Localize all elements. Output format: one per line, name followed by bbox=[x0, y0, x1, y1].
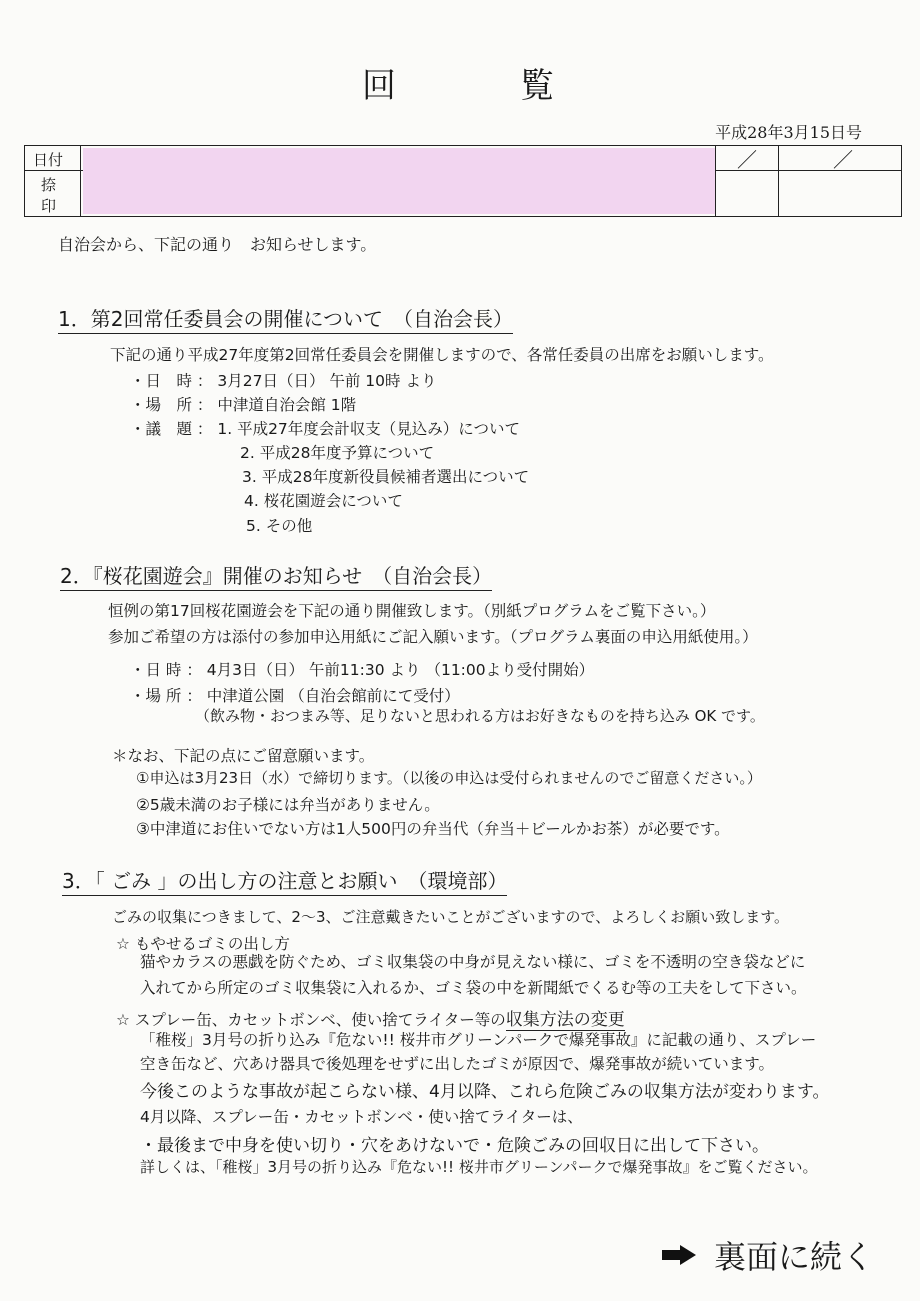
stamp-date-label: 日付 bbox=[33, 151, 64, 169]
agenda-item: 4. 桜花園遊会について bbox=[244, 492, 403, 510]
section2-where: ・場 所 ： 中津道公園 （自治会館前にて受付） bbox=[130, 687, 460, 705]
section2-when: ・日 時 ： 4月3日（日） 午前11:30 より （11:00より受付開始） bbox=[130, 661, 595, 679]
redacted-stamp-cells bbox=[83, 148, 715, 214]
section3-lead: ごみの収集につきまして、2～3、ご注意戴きたいことがございますので、よろしくお願い致します。 bbox=[112, 908, 789, 926]
section2-caution: ＊なお、下記の点にご留意願います。 bbox=[112, 747, 375, 765]
section3-sub2-line: 今後このような事故が起こらない様、4月以降、これら危険ごみの収集方法が変わります。 bbox=[140, 1082, 830, 1102]
issue-date: 平成28年3月15日号 bbox=[715, 123, 862, 142]
stamp-col-divider bbox=[778, 146, 779, 216]
stamp-seal-label-a: 捺 bbox=[41, 176, 57, 194]
agenda-item: 2. 平成28年度予算について bbox=[240, 444, 435, 462]
caution-point: ②5歳未満のお子様には弁当がありません。 bbox=[136, 796, 440, 814]
continue-text: 裏面に続く bbox=[713, 1238, 874, 1276]
section1-lead: 下記の通り平成27年度第2回常任委員会を開催しますので、各常任委員の出席をお願いします。 bbox=[110, 346, 774, 364]
intro-text: 自治会から、下記の通り お知らせします。 bbox=[58, 235, 377, 254]
section3-heading: 3．「 ごみ 」の出し方の注意とお願い （環境部） bbox=[62, 865, 507, 896]
page-title bbox=[0, 58, 920, 107]
section2-heading: 2．『桜花園遊会』開催のお知らせ （自治会長） bbox=[60, 560, 492, 591]
caution-point: ①申込は3月23日（水）で締切ります。（以後の申込は受付られませんのでご留意ください。） bbox=[136, 769, 762, 787]
section3-sub2-line: 詳しくは、「稚桜」3月号の折り込み『危ない!! 桜井市グリーンパークで爆発事故』をご覧ください。 bbox=[140, 1158, 818, 1176]
section3-sub2-title-a: ☆ スプレー缶、カセットボンベ、使い捨てライター等の bbox=[116, 1011, 506, 1029]
section2-lead-1: 恒例の第17回桜花園遊会を下記の通り開催致します。（別紙プログラムをご覧下さい。） bbox=[108, 602, 716, 620]
section1-row-agenda: ・議 題 ： 1. 平成27年度会計収支（見込み）について bbox=[130, 420, 520, 438]
section2-note: （飲み物・おつまみ等、足りないと思われる方はお好きなものを持ち込み OK です。 bbox=[195, 707, 765, 725]
title-char-1: 回 bbox=[362, 66, 400, 106]
agenda-item: 3. 平成28年度新役員候補者選出について bbox=[242, 468, 530, 486]
section1-row-place: ・場 所 ： 中津道自治会館 1階 bbox=[130, 396, 357, 414]
section3-sub2-line: ・最後まで中身を使い切り・穴をあけないで・危険ごみの回収日に出して下さい。 bbox=[140, 1136, 769, 1156]
section1-row-date: ・日 時 ： 3月27日（日） 午前 10時 より bbox=[130, 372, 437, 390]
section1-heading: 1．第2回常任委員会の開催について （自治会長） bbox=[58, 303, 513, 334]
section3-sub2-title bbox=[116, 1005, 625, 1030]
section3-sub2-line: 空き缶など、穴あけ器具で後処理をせずに出したゴミが原因で、爆発事故が続いています。 bbox=[140, 1055, 774, 1073]
section3-sub1-title: ☆ もやせるゴミの出し方 bbox=[116, 935, 290, 953]
section3-sub2-title-b: 収集方法の変更 bbox=[505, 1010, 625, 1030]
right-arrow-icon bbox=[662, 1245, 696, 1265]
stamp-seal-label-b: 印 bbox=[41, 197, 57, 215]
continue-notice bbox=[662, 1232, 874, 1278]
agenda-item: 5. その他 bbox=[246, 517, 313, 535]
section3-sub2-line: 4月以降、スプレー缶・カセットボンベ・使い捨てライターは、 bbox=[140, 1108, 583, 1126]
stamp-table bbox=[24, 145, 902, 217]
stamp-date-slash: ／ bbox=[833, 148, 853, 172]
stamp-col-divider bbox=[715, 146, 716, 216]
caution-point: ③中津道にお住いでない方は1人500円の弁当代（弁当＋ビールかお茶）が必要です。 bbox=[136, 820, 730, 838]
title-char-2: 覧 bbox=[520, 66, 558, 106]
section3-sub2-line: 「稚桜」3月号の折り込み『危ない!! 桜井市グリーンパークで爆発事故』に記載の通り、スプレー bbox=[140, 1031, 817, 1049]
section3-sub1-line: 猫やカラスの悪戯を防ぐため、ゴミ収集袋の中身が見えない様に、ゴミを不透明の空き袋などに bbox=[140, 953, 806, 971]
section3-sub1-line: 入れてから所定のゴミ収集袋に入れるか、ゴミ袋の中を新聞紙でくるむ等の工夫をして下さい。 bbox=[140, 979, 807, 997]
section2-lead-2: 参加ご希望の方は添付の参加申込用紙にご記入願います。（プログラム裏面の申込用紙使用。） bbox=[108, 628, 758, 646]
stamp-date-slash: ／ bbox=[737, 148, 757, 172]
